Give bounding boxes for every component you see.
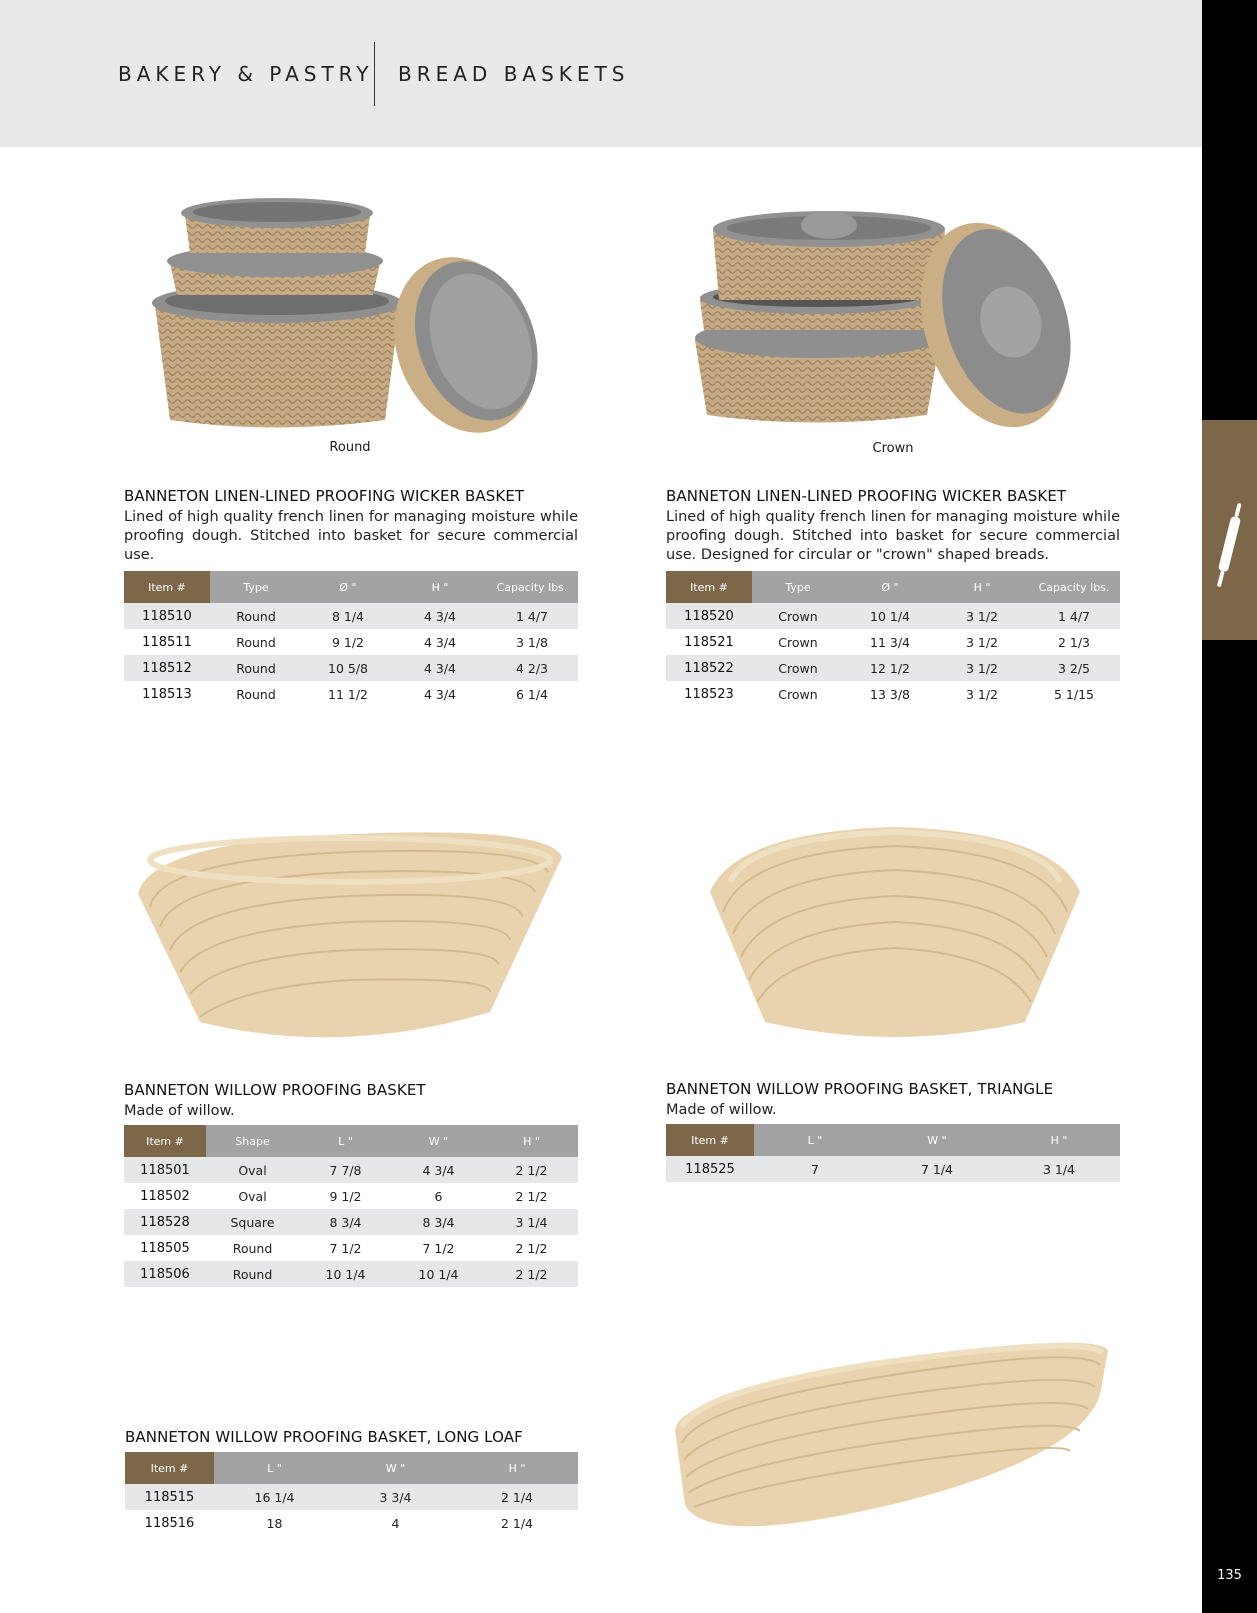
- spec-table: [124, 1125, 578, 1287]
- column-header-height: H ": [456, 1452, 578, 1484]
- table-cell: 1 4/7: [1028, 603, 1120, 629]
- table-row: [124, 1157, 578, 1183]
- table-cell: 3 1/4: [485, 1209, 578, 1235]
- product-photo-round-baskets: [145, 195, 565, 445]
- table-cell: 10 1/4: [844, 603, 936, 629]
- column-header-item: Item #: [124, 571, 210, 603]
- table-cell: 2 1/2: [485, 1261, 578, 1287]
- table-row: [124, 603, 578, 629]
- rolling-pin-icon: [1214, 500, 1244, 592]
- spec-table: [666, 571, 1120, 707]
- table-cell: 18: [266, 1515, 283, 1531]
- item-number: 118513: [142, 686, 192, 702]
- table-cell: Round: [236, 634, 276, 650]
- table-cell: 13 3/8: [870, 686, 910, 702]
- table-cell: Round: [232, 1240, 273, 1256]
- table-cell: 1 4/7: [486, 603, 578, 629]
- column-header-height: H ": [485, 1125, 578, 1157]
- item-number: 118510: [124, 603, 210, 629]
- table-cell: Crown: [752, 655, 844, 681]
- table-cell: 2 1/3: [1057, 634, 1091, 650]
- item-number: 118523: [684, 686, 734, 702]
- item-number: 118505: [140, 1240, 190, 1256]
- column-header-item: Item #: [125, 1452, 214, 1484]
- table-cell: 2 1/4: [500, 1515, 534, 1531]
- column-header-length: L ": [299, 1125, 392, 1157]
- product-title: BANNETON WILLOW PROOFING BASKET, TRIANGLE: [666, 1080, 1054, 1098]
- table-row: [666, 655, 1120, 681]
- table-row: [125, 1484, 578, 1510]
- column-header-item: Item #: [666, 1124, 754, 1156]
- column-header-length: L ": [754, 1124, 876, 1156]
- table-row: [124, 1261, 578, 1287]
- table-cell: 10 5/8: [302, 655, 394, 681]
- product-description: Lined of high quality french linen for managing moisture while proofing dough. Stitched into basket for secure commercial use. Designed for circular or "crown" shaped breads.: [666, 509, 1120, 563]
- page-number: 135: [1217, 1568, 1242, 1583]
- column-header-height: H ": [936, 571, 1028, 603]
- table-cell: 8 3/4: [392, 1209, 485, 1235]
- table-cell: 5 1/15: [1054, 686, 1094, 702]
- table-cell: 7 7/8: [299, 1157, 392, 1183]
- table-cell: 4 3/4: [394, 655, 486, 681]
- product-description: Made of willow.: [124, 1103, 235, 1119]
- item-number: 118515: [125, 1484, 214, 1510]
- product-title: BANNETON WILLOW PROOFING BASKET, LONG LOAF: [125, 1428, 523, 1446]
- product-title: BANNETON LINEN-LINED PROOFING WICKER BASKET: [666, 487, 1067, 505]
- column-header-width: W ": [335, 1452, 456, 1484]
- table-cell: 8 1/4: [302, 603, 394, 629]
- table-cell: 3 1/8: [515, 634, 549, 650]
- table-row: [124, 681, 578, 707]
- column-header-diameter: Ø ": [302, 571, 394, 603]
- table-cell: Round: [210, 655, 302, 681]
- table-cell: 11 1/2: [328, 686, 368, 702]
- table-cell: 4 3/4: [394, 603, 486, 629]
- spec-table: [666, 1124, 1120, 1182]
- table-cell: 3 1/4: [998, 1156, 1120, 1182]
- table-row: [124, 629, 578, 655]
- product-description: Made of willow.: [666, 1102, 777, 1118]
- table-cell: 4 3/4: [392, 1157, 485, 1183]
- table-cell: 4 3/4: [423, 686, 457, 702]
- table-cell: 4 2/3: [486, 655, 578, 681]
- product-photo-crown-baskets: [695, 205, 1095, 445]
- table-row: [125, 1510, 578, 1536]
- table-row: [666, 629, 1120, 655]
- column-header-height: H ": [394, 571, 486, 603]
- column-header-width: W ": [392, 1125, 485, 1157]
- header-divider: [374, 42, 375, 106]
- table-row: [666, 681, 1120, 707]
- item-number: 118511: [142, 634, 192, 650]
- table-cell: 6 1/4: [515, 686, 549, 702]
- product-photo-willow-oval: [130, 812, 570, 1047]
- photo-caption: Round: [329, 440, 371, 455]
- column-header-diameter: Ø ": [844, 571, 936, 603]
- product-title: BANNETON LINEN-LINED PROOFING WICKER BASKET: [124, 487, 525, 505]
- table-row: [124, 655, 578, 681]
- table-cell: 9 1/2: [331, 634, 365, 650]
- item-number: 118528: [124, 1209, 206, 1235]
- table-cell: 2 1/2: [515, 1240, 548, 1256]
- table-cell: 7 1/2: [422, 1240, 455, 1256]
- table-row: [666, 1156, 1120, 1182]
- item-number: 118516: [144, 1515, 195, 1531]
- header-category: BAKERY & PASTRY: [118, 62, 374, 86]
- table-cell: 3 1/2: [936, 603, 1028, 629]
- spec-table: [124, 571, 578, 707]
- table-cell: Round: [206, 1261, 299, 1287]
- table-cell: Crown: [752, 603, 844, 629]
- item-number: 118521: [684, 634, 734, 650]
- table-cell: 6: [434, 1188, 443, 1204]
- table-cell: 16 1/4: [214, 1484, 335, 1510]
- column-header-shape: Shape: [206, 1125, 299, 1157]
- table-cell: Oval: [238, 1188, 267, 1204]
- table-cell: 7: [754, 1156, 876, 1182]
- column-header-item: Item #: [124, 1125, 206, 1157]
- product-title: BANNETON WILLOW PROOFING BASKET: [124, 1081, 426, 1099]
- table-cell: 4: [391, 1515, 400, 1531]
- table-cell: 3 2/5: [1028, 655, 1120, 681]
- column-header-type: Type: [752, 571, 844, 603]
- column-header-capacity: Capacity lbs.: [486, 571, 578, 603]
- column-header-height: H ": [998, 1124, 1120, 1156]
- table-cell: 3 1/2: [965, 634, 999, 650]
- table-cell: 12 1/2: [844, 655, 936, 681]
- table-cell: Oval: [206, 1157, 299, 1183]
- table-row: [666, 603, 1120, 629]
- table-cell: 3 1/2: [965, 686, 999, 702]
- column-header-width: W ": [876, 1124, 998, 1156]
- item-number: 118512: [124, 655, 210, 681]
- table-cell: Round: [210, 603, 302, 629]
- table-cell: 10 1/4: [392, 1261, 485, 1287]
- table-cell: Crown: [778, 634, 818, 650]
- table-cell: 7 1/4: [876, 1156, 998, 1182]
- table-cell: 4 3/4: [423, 634, 457, 650]
- column-header-capacity: Capacity lbs.: [1028, 571, 1120, 603]
- item-number: 118501: [124, 1157, 206, 1183]
- item-number: 118525: [666, 1156, 754, 1182]
- spec-table: [125, 1452, 578, 1536]
- product-photo-willow-triangle: [705, 812, 1085, 1047]
- column-header-length: L ": [214, 1452, 335, 1484]
- table-cell: Crown: [778, 686, 818, 702]
- table-row: [124, 1235, 578, 1261]
- item-number: 118502: [140, 1188, 190, 1204]
- table-cell: 7 1/2: [329, 1240, 362, 1256]
- table-row: [124, 1183, 578, 1209]
- header-subcategory: BREAD BASKETS: [398, 62, 630, 86]
- column-header-item: Item #: [666, 571, 752, 603]
- table-row: [124, 1209, 578, 1235]
- table-cell: 2 1/2: [515, 1188, 548, 1204]
- table-cell: 8 3/4: [299, 1209, 392, 1235]
- side-bar: [1202, 0, 1257, 1613]
- photo-caption: Crown: [872, 441, 914, 456]
- product-photo-willow-long-loaf: [670, 1335, 1110, 1540]
- item-number: 118520: [666, 603, 752, 629]
- table-cell: 10 1/4: [299, 1261, 392, 1287]
- table-cell: Square: [206, 1209, 299, 1235]
- table-cell: 3 1/2: [936, 655, 1028, 681]
- product-description: Lined of high quality french linen for managing moisture while proofing dough. Stitched into basket for secure commercial use.: [124, 509, 578, 563]
- table-cell: 2 1/4: [456, 1484, 578, 1510]
- item-number: 118506: [124, 1261, 206, 1287]
- table-cell: 3 3/4: [335, 1484, 456, 1510]
- item-number: 118522: [666, 655, 752, 681]
- column-header-type: Type: [210, 571, 302, 603]
- table-cell: 9 1/2: [329, 1188, 362, 1204]
- table-cell: 11 3/4: [870, 634, 910, 650]
- table-cell: Round: [236, 686, 276, 702]
- table-cell: 2 1/2: [485, 1157, 578, 1183]
